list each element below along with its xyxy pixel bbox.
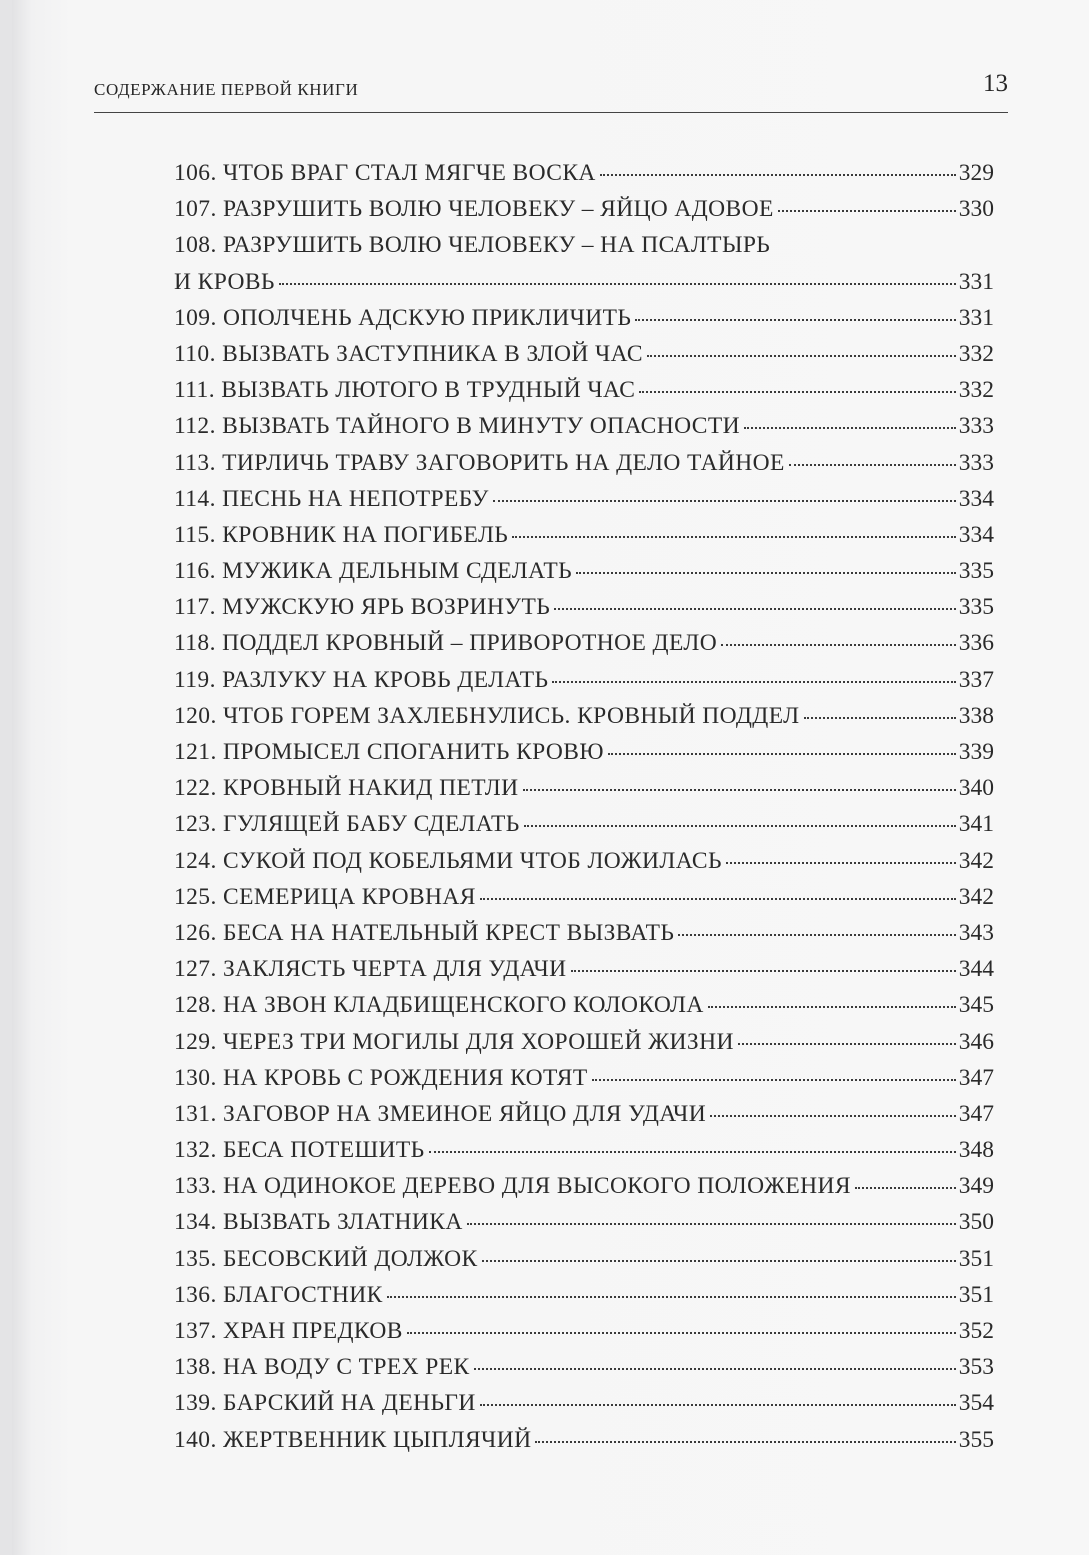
dot-leader [524,825,956,827]
dot-leader [480,1404,956,1406]
toc-entry-title: 140. ЖЕРТВЕННИК ЦЫПЛЯЧИЙ [174,1426,532,1453]
dot-leader [571,970,956,972]
toc-entry [174,811,994,847]
toc-entry-page: 347 [958,1064,994,1091]
dot-leader [279,283,956,285]
toc-entry [174,1137,994,1173]
toc-entry-title: 124. СУКОЙ ПОД КОБЕЛЬЯМИ ЧТОБ ЛОЖИЛАСЬ [174,847,722,874]
toc-entry [174,739,994,775]
toc-entry-title: 115. КРОВНИК НА ПОГИБЕЛЬ [174,521,509,548]
dot-leader [721,644,956,646]
toc-entry-page: 333 [958,413,994,440]
toc-entry-page: 351 [958,1245,994,1272]
dot-leader [647,355,956,357]
toc-entry-title: 139. БАРСКИЙ НА ДЕНЬГИ [174,1390,476,1417]
toc-entry [174,522,994,558]
dot-leader [608,753,956,755]
toc-entry [174,667,994,703]
toc-entry-title: 119. РАЗЛУКУ НА КРОВЬ ДЕЛАТЬ [174,666,549,693]
dot-leader [552,681,955,683]
toc-entry [174,1173,994,1209]
toc-entry-page: 349 [958,1173,994,1200]
toc-entry-page: 334 [958,521,994,548]
toc-entry-title: 135. БЕСОВСКИЙ ДОЛЖОК [174,1245,478,1272]
toc-entry-page: 329 [958,160,994,186]
dot-leader [778,210,956,212]
toc-entry [174,1101,994,1137]
toc-entry-page: 334 [958,485,994,512]
toc-entry [174,450,994,486]
toc-entry-title: 131. ЗАГОВОР НА ЗМЕИНОЕ ЯЙЦО ДЛЯ УДАЧИ [174,1100,707,1127]
dot-leader [710,1115,956,1117]
dot-leader [429,1151,956,1153]
dot-leader [482,1260,956,1262]
toc-entry [174,920,994,956]
dot-leader [467,1223,956,1225]
toc-entry-title: 130. НА КРОВЬ С РОЖДЕНИЯ КОТЯТ [174,1064,588,1091]
toc-entry-title: 113. ТИРЛИЧЬ ТРАВУ ЗАГОВОРИТЬ НА ДЕЛО ТАЙНОЕ [174,449,785,476]
toc-entry-page: 338 [958,702,994,729]
toc-entry [174,1354,994,1390]
dot-leader [493,500,956,502]
toc-entry-title: И КРОВЬ [174,268,275,295]
toc-entry-title: 114. ПЕСНЬ НА НЕПОТРЕБУ [174,485,489,512]
toc-entry-title: 106. ЧТОБ ВРАГ СТАЛ МЯГЧЕ ВОСКА [174,160,596,186]
toc-entry-page: 350 [958,1209,994,1236]
toc-entry-title: 121. ПРОМЫСЕЛ СПОГАНИТЬ КРОВЮ [174,739,604,765]
toc-entry [174,1209,994,1245]
toc-entry-title: 122. КРОВНЫЙ НАКИД ПЕТЛИ [174,775,519,802]
toc-entry-title: 107. РАЗРУШИТЬ ВОЛЮ ЧЕЛОВЕКУ – ЯЙЦО АДОВОЕ [174,196,774,223]
page-number: 13 [983,70,1008,97]
toc-entry-page: 340 [958,775,994,802]
toc-entry-title: 134. ВЫЗВАТЬ ЗЛАТНИКА [174,1209,463,1236]
toc-entry [174,377,994,413]
toc-entry-page: 344 [958,956,994,983]
toc-entry-title: 136. БЛАГОСТНИК [174,1281,383,1308]
toc-entry-page: 351 [958,1281,994,1308]
toc-entry [174,884,994,920]
book-page [12,0,1089,1555]
toc-entry [174,703,994,739]
toc-entry [174,160,994,196]
toc-entry-title: 132. БЕСА ПОТЕШИТЬ [174,1137,425,1164]
dot-leader [678,934,955,936]
toc-entry-page: 353 [958,1354,994,1381]
toc-entry-title: 126. БЕСА НА НАТЕЛЬНЫЙ КРЕСТ ВЫЗВАТЬ [174,919,675,946]
toc-entry-page: 337 [958,666,994,693]
toc-entry-page: 336 [958,630,994,657]
toc-entry [174,1318,994,1354]
toc-entry [174,1427,994,1463]
toc-entry-title: 108. РАЗРУШИТЬ ВОЛЮ ЧЕЛОВЕКУ – НА ПСАЛТЫРЬ [174,232,771,259]
toc-entry [174,1390,994,1426]
toc-entry-page: 330 [958,196,994,223]
toc-entry-title: 127. ЗАКЛЯСТЬ ЧЕРТА ДЛЯ УДАЧИ [174,956,567,983]
toc-entry-title: 133. НА ОДИНОКОЕ ДЕРЕВО ДЛЯ ВЫСОКОГО ПОЛОЖЕНИЯ [174,1173,851,1200]
dot-leader [474,1368,956,1370]
toc-entry-page: 352 [958,1318,994,1344]
toc-entry-page: 332 [958,340,994,367]
toc-entry-title: 116. МУЖИКА ДЕЛЬНЫМ СДЕЛАТЬ [174,558,573,585]
toc-entry [174,558,994,594]
toc-entry [174,1246,994,1282]
toc-entry-page: 348 [958,1137,994,1164]
toc-entry-page: 331 [958,304,994,331]
toc-entry-page: 346 [958,1028,994,1055]
toc-entry [174,305,994,341]
dot-leader [789,464,956,466]
toc-entry [174,1282,994,1318]
toc-entry-title: 117. МУЖСКУЮ ЯРЬ ВОЗРИНУТЬ [174,594,551,621]
toc-entry-page: 333 [958,449,994,476]
toc-entry [174,269,994,305]
dot-leader [523,789,956,791]
dot-leader [635,319,955,321]
toc-entry-page: 342 [958,847,994,874]
toc-entry [174,775,994,811]
dot-leader [576,572,956,574]
toc-entry-title: 112. ВЫЗВАТЬ ТАЙНОГО В МИНУТУ ОПАСНОСТИ [174,413,740,440]
toc-entry-page: 332 [958,377,994,404]
dot-leader [726,862,956,864]
dot-leader [855,1187,956,1189]
dot-leader [554,608,956,610]
dot-leader [738,1043,956,1045]
toc-entry [174,1065,994,1101]
toc-entry [174,992,994,1028]
toc-entry-title: 138. НА ВОДУ С ТРЕХ РЕК [174,1354,470,1381]
toc-entry-page: 335 [958,594,994,621]
toc-entry-page: 345 [958,992,994,1019]
dot-leader [407,1332,956,1334]
toc-entry-title: 125. СЕМЕРИЦА КРОВНАЯ [174,883,476,910]
toc-entry-page: 339 [958,739,994,765]
dot-leader [600,174,956,176]
toc-entry-title: 129. ЧЕРЕЗ ТРИ МОГИЛЫ ДЛЯ ХОРОШЕЙ ЖИЗНИ [174,1028,734,1055]
table-of-contents [174,160,994,1463]
toc-entry-page: 354 [958,1390,994,1417]
toc-entry-page: 331 [958,268,994,295]
toc-entry-title: 111. ВЫЗВАТЬ ЛЮТОГО В ТРУДНЫЙ ЧАС [174,377,636,404]
toc-entry-title: 109. ОПОЛЧЕНЬ АДСКУЮ ПРИКЛИЧИТЬ [174,304,632,331]
toc-entry-title: 137. ХРАН ПРЕДКОВ [174,1318,403,1344]
toc-entry [174,848,994,884]
toc-entry-page: 347 [958,1100,994,1127]
toc-entry [174,341,994,377]
toc-entry [174,486,994,522]
dot-leader [708,1006,956,1008]
toc-entry [174,594,994,630]
dot-leader [639,391,955,393]
dot-leader [744,427,956,429]
toc-entry-page: 355 [958,1426,994,1453]
running-header-title: СОДЕРЖАНИЕ ПЕРВОЙ КНИГИ [94,80,359,99]
dot-leader [592,1079,956,1081]
toc-entry-title: 110. ВЫЗВАТЬ ЗАСТУПНИКА В ЗЛОЙ ЧАС [174,340,643,367]
toc-entry [174,232,994,268]
toc-entry [174,413,994,449]
dot-leader [804,717,956,719]
dot-leader [387,1296,956,1298]
toc-entry-page: 341 [958,811,994,838]
toc-entry-title: 123. ГУЛЯЩЕЙ БАБУ СДЕЛАТЬ [174,811,520,838]
toc-entry-title: 128. НА ЗВОН КЛАДБИЩЕНСКОГО КОЛОКОЛА [174,992,704,1019]
toc-entry-title: 118. ПОДДЕЛ КРОВНЫЙ – ПРИВОРОТНОЕ ДЕЛО [174,630,718,657]
toc-entry-page: 343 [958,919,994,946]
toc-entry-title: 120. ЧТОБ ГОРЕМ ЗАХЛЕБНУЛИСЬ. КРОВНЫЙ ПОДДЕЛ [174,702,800,729]
toc-entry [174,630,994,666]
toc-entry [174,196,994,232]
toc-entry-page: 342 [958,883,994,910]
toc-entry [174,956,994,992]
toc-entry-page: 335 [958,558,994,585]
toc-entry [174,1029,994,1065]
dot-leader [535,1441,955,1443]
header-rule [94,112,1008,113]
dot-leader [512,536,956,538]
running-header [94,62,1008,116]
dot-leader [480,898,956,900]
